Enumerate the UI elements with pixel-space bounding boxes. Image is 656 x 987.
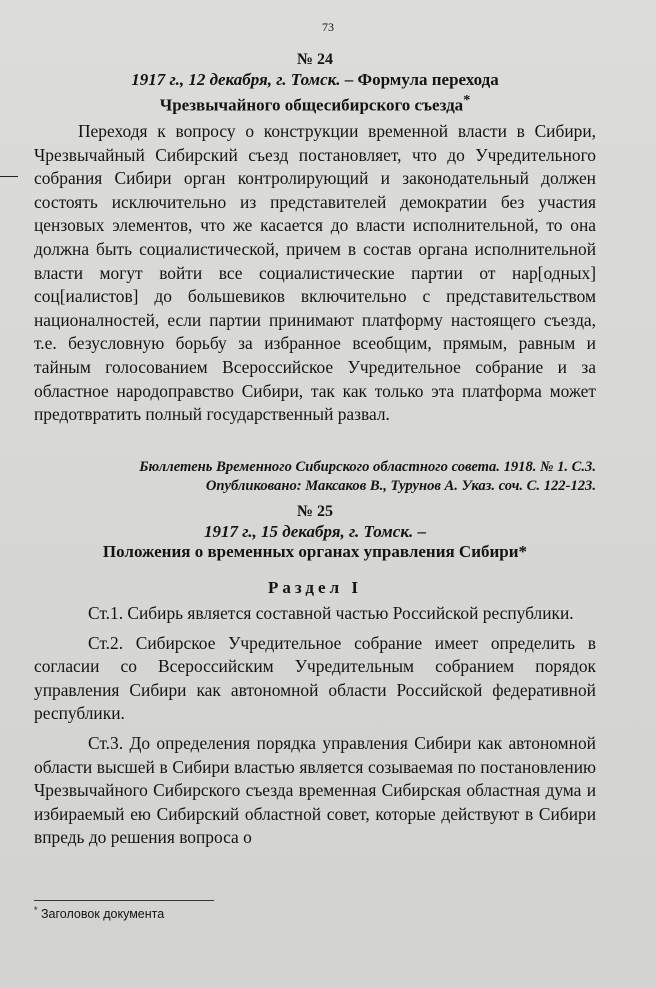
doc25-header: [34, 502, 596, 562]
doc24-source-line1: Бюллетень Временного Сибирского областного совета. 1918. № 1. С.3.: [139, 459, 596, 475]
doc24-body-block: [34, 120, 596, 427]
doc25-title: Положения о временных органах управления Сибири*: [102, 542, 528, 561]
doc24-title-line2: [34, 90, 596, 116]
page-number: 73: [322, 20, 334, 34]
doc25-date-place: 1917 г., 15 декабря, г. Томск.: [204, 522, 414, 541]
doc25-date-line: [34, 522, 596, 542]
doc25-dash: –: [413, 522, 426, 541]
footnote-marker: *: [34, 905, 38, 915]
doc24-body: Переходя к вопросу о конструкции временной власти в Сибири, Чрезвычайный Сибирский съезд постановляет, что до Учредительного собрания Сибири орган контролирующий и законодательный должен состоять исключительно из представителей демократии без участия цензовых элементов, что же касается до власти исполнительной, то она должна быть социалистической, причем в состав органа исполнительной власти могут войти все социалистические партии от нар[одных] соц[иалистов] до большевиков включительно с представительством националностей, если партии принимают платформу настоящего съезда, т.е. безусловную борьбу за избранное всеобщим, прямым, равным и тайным голосованием Всероссийское Учредительное собрание и за областное народоправство Сибири, так как только эта платформа может предотвратить полный государственный развал.: [34, 121, 596, 425]
article-1: Ст.1. Сибирь является составной частью Российской республики.: [88, 603, 574, 623]
footnote-rule: [34, 900, 214, 901]
doc24-source: [34, 458, 596, 496]
margin-mark: [0, 176, 18, 177]
section-heading: Раздел I: [268, 578, 362, 597]
doc24-date-place: 1917 г., 12 декабря, г. Томск.: [131, 70, 341, 89]
doc24-title-part1: – Формула перехода: [340, 70, 499, 89]
doc25-number: № 25: [296, 503, 334, 520]
doc24-header: [34, 50, 596, 116]
doc24-title-line1: [34, 70, 596, 90]
footnote: [34, 905, 164, 921]
doc24-number: № 24: [296, 51, 334, 68]
article-3: Ст.3. До определения порядка управления Сибири как автономной области высшей в Сибири властью является созываемая по постановлению Чрезвычайного Сибирского съезда временная Сибирская областная дума и избираемый ею Сибирский областной совет, которые действуют в Сибири впредь до решения вопроса о: [34, 732, 596, 848]
doc25-articles: [34, 602, 596, 850]
doc24-footnote-marker: *: [463, 92, 471, 108]
footnote-text: Заголовок документа: [37, 907, 165, 922]
doc24-title-part2: Чрезвычайного общесибирского съезда: [159, 95, 464, 115]
article-2: Ст.2. Сибирское Учредительное собрание имеет определить в согласии со Всероссийским Учредительным собранием порядок управления Сибири как автономной области Российской федеративной республики.: [34, 632, 596, 724]
doc24-source-line2: Опубликовано: Максаков В., Турунов А. Указ. соч. С. 122-123.: [205, 478, 596, 494]
